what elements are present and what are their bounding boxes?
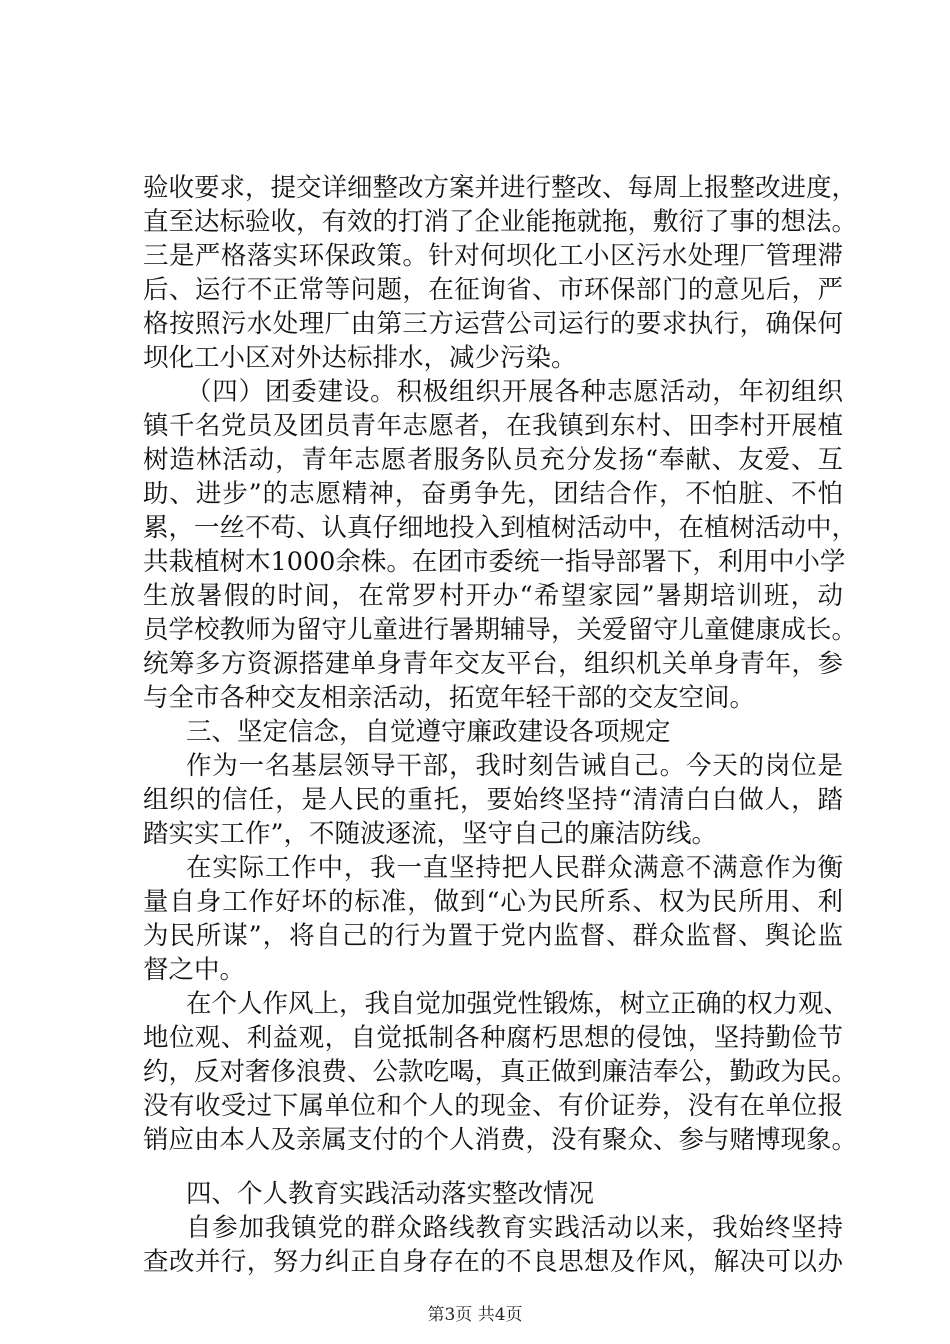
paragraph-line: 共栽植树木1000余株。在团市委统一指导部署下，利用中小学 (143, 547, 846, 577)
paragraph-line: 自参加我镇党的群众路线教育实践活动以来，我始终坚持 (186, 1213, 843, 1243)
paragraph-line: 后、运行不正常等问题，在征询省、市环保部门的意见后，严 (143, 275, 843, 305)
section-heading: 三、坚定信念，自觉遵守廉政建设各项规定 (186, 717, 671, 747)
paragraph-line: 组织的信任，是人民的重托，要始终坚持“清清白白做人，踏 (143, 785, 843, 815)
paragraph-line: 销应由本人及亲属支付的个人消费，没有聚众、参与赌博现象。 (143, 1125, 858, 1155)
paragraph-line: 三是严格落实环保政策。针对何坝化工小区污水处理厂管理滞 (143, 241, 843, 271)
paragraph-line: 验收要求，提交详细整改方案并进行整改、每周上报整改进度， (143, 173, 858, 203)
section-heading: 四、个人教育实践活动落实整改情况 (186, 1179, 595, 1209)
paragraph-line: 在实际工作中，我一直坚持把人民群众满意不满意作为衡 (186, 853, 843, 883)
paragraph-line: 督之中。 (143, 955, 246, 985)
paragraph-line: 没有收受过下属单位和个人的现金、有价证券，没有在单位报 (143, 1091, 843, 1121)
paragraph-line: 与全市各种交友相亲活动，拓宽年轻干部的交友空间。 (143, 683, 756, 713)
paragraph-line: 约，反对奢侈浪费、公款吃喝，真正做到廉洁奉公，勤政为民。 (143, 1057, 858, 1087)
paragraph-line: 生放暑假的时间，在常罗村开办“希望家园”暑期培训班，动 (143, 581, 843, 611)
paragraph-line: 统筹多方资源搭建单身青年交友平台，组织机关单身青年，参 (143, 649, 843, 679)
paragraph-line: 员学校教师为留守儿童进行暑期辅导，关爱留守儿童健康成长。 (143, 615, 858, 645)
page-number-footer: 第3页 共4页 (427, 1305, 523, 1325)
paragraph-line: 树造林活动，青年志愿者服务队员充分发扬“奉献、友爱、互 (143, 445, 843, 475)
paragraph-line: 踏实实工作”，不随波逐流，坚守自己的廉洁防线。 (143, 819, 718, 849)
paragraph-line: 坝化工小区对外达标排水，减少污染。 (143, 343, 577, 373)
paragraph-line: 为民所谋”，将自己的行为置于党内监督、群众监督、舆论监 (143, 921, 843, 951)
section-heading-line: （四）团委建设。积极组织开展各种志愿活动，年初组织 (186, 377, 843, 407)
paragraph-line: 助、进步”的志愿精神，奋勇争先，团结合作，不怕脏、不怕 (143, 479, 843, 509)
paragraph-line: 量自身工作好坏的标准，做到“心为民所系、权为民所用、利 (143, 887, 843, 917)
paragraph-line: 地位观、利益观，自觉抵制各种腐朽思想的侵蚀，坚持勤俭节 (143, 1023, 843, 1053)
paragraph-line: 直至达标验收，有效的打消了企业能拖就拖，敷衍了事的想法。 (143, 207, 858, 237)
paragraph-line: 查改并行，努力纠正自身存在的不良思想及作风，解决可以办 (143, 1247, 843, 1277)
paragraph-line: 格按照污水处理厂由第三方运营公司运行的要求执行，确保何 (143, 309, 843, 339)
paragraph-line: 在个人作风上，我自觉加强党性锻炼，树立正确的权力观、 (186, 989, 850, 1019)
paragraph-line: 作为一名基层领导干部，我时刻告诫自己。今天的岗位是 (186, 751, 843, 781)
paragraph-line: 累，一丝不苟、认真仔细地投入到植树活动中，在植树活动中， (143, 513, 858, 543)
paragraph-line: 镇千名党员及团员青年志愿者，在我镇到东村、田李村开展植 (143, 411, 843, 441)
